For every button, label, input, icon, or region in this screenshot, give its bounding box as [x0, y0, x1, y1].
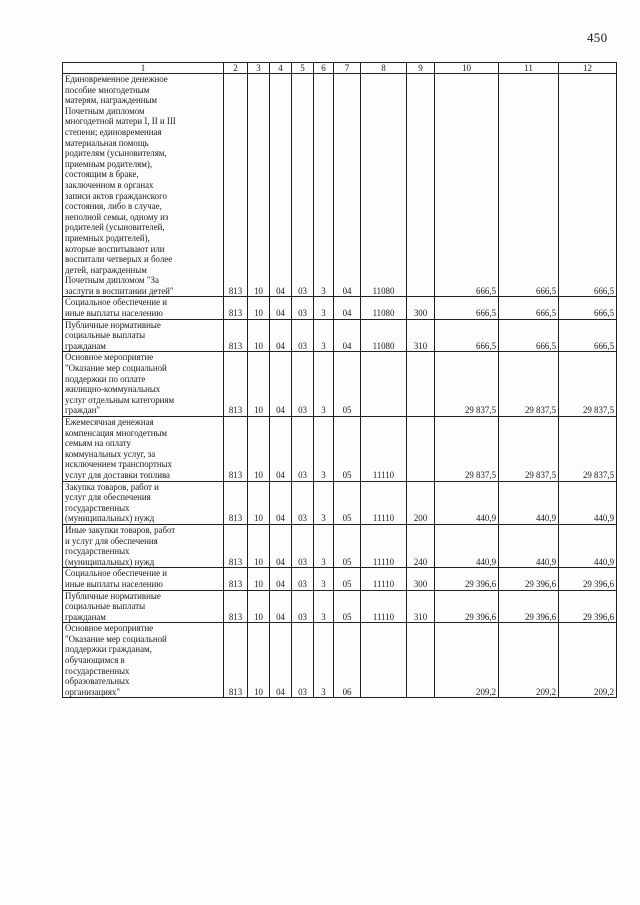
header-cell: 11: [499, 63, 559, 74]
code-cell: 813: [224, 568, 248, 590]
code-cell: 813: [224, 319, 248, 352]
code-cell: 813: [224, 352, 248, 417]
code-cell: 10: [248, 524, 270, 567]
row-name-cell: Основное мероприятие "Оказание мер социальной поддержки гражданам, обучающимся в государственных образовательных организациях": [63, 623, 224, 698]
table-row: [63, 623, 617, 698]
row-name-cell: Публичные нормативные социальные выплаты гражданам: [63, 319, 224, 352]
code-cell: 03: [292, 297, 314, 319]
amount-cell: 29 837,5: [559, 417, 617, 482]
code-cell: 04: [270, 297, 292, 319]
header-cell: 2: [224, 63, 248, 74]
code-cell: 3: [314, 319, 334, 352]
amount-cell: 29 396,6: [559, 590, 617, 623]
amount-cell: 209,2: [559, 623, 617, 698]
amount-cell: 666,5: [499, 74, 559, 297]
code-cell: [361, 623, 407, 698]
code-cell: 300: [407, 568, 435, 590]
code-cell: 10: [248, 417, 270, 482]
amount-cell: 209,2: [435, 623, 499, 698]
amount-cell: 29 396,6: [435, 590, 499, 623]
code-cell: 11110: [361, 590, 407, 623]
table-row: [63, 568, 617, 590]
code-cell: 310: [407, 319, 435, 352]
code-cell: 310: [407, 590, 435, 623]
row-name-cell: Основное мероприятие "Оказание мер социальной поддержки по оплате жилищно-коммунальных услуг отдельным категориям граждан": [63, 352, 224, 417]
amount-cell: 29 396,6: [499, 590, 559, 623]
code-cell: 04: [334, 74, 361, 297]
header-cell: 9: [407, 63, 435, 74]
row-name-cell: Ежемесячная денежная компенсация многодетным семьям на оплату коммунальных услуг, за исключением транспортных услуг для доставки топлива: [63, 417, 224, 482]
code-cell: 3: [314, 623, 334, 698]
amount-cell: 29 396,6: [559, 568, 617, 590]
code-cell: [407, 417, 435, 482]
amount-cell: 666,5: [435, 74, 499, 297]
amount-cell: 440,9: [499, 524, 559, 567]
code-cell: 04: [270, 74, 292, 297]
amount-cell: 29 396,6: [435, 568, 499, 590]
code-cell: 03: [292, 568, 314, 590]
table-body: [63, 74, 617, 698]
table-row: [63, 417, 617, 482]
header-cell: 5: [292, 63, 314, 74]
code-cell: 03: [292, 319, 314, 352]
header-cell: 3: [248, 63, 270, 74]
header-cell: 1: [63, 63, 224, 74]
code-cell: 05: [334, 524, 361, 567]
code-cell: 04: [270, 568, 292, 590]
code-cell: 10: [248, 352, 270, 417]
code-cell: 11110: [361, 568, 407, 590]
code-cell: 3: [314, 590, 334, 623]
code-cell: 10: [248, 481, 270, 524]
page-number: 450: [587, 30, 608, 45]
amount-cell: 666,5: [559, 74, 617, 297]
code-cell: 03: [292, 623, 314, 698]
code-cell: 04: [270, 590, 292, 623]
code-cell: [361, 352, 407, 417]
code-cell: 04: [270, 417, 292, 482]
code-cell: 03: [292, 481, 314, 524]
row-name-cell: Закупка товаров, работ и услуг для обеспечения государственных (муниципальных) нужд: [63, 481, 224, 524]
code-cell: 813: [224, 623, 248, 698]
table-row: [63, 352, 617, 417]
code-cell: 3: [314, 417, 334, 482]
header-cell: 4: [270, 63, 292, 74]
code-cell: [407, 352, 435, 417]
code-cell: 04: [270, 319, 292, 352]
amount-cell: 209,2: [499, 623, 559, 698]
amount-cell: 440,9: [559, 524, 617, 567]
row-name-cell: Иные закупки товаров, работ и услуг для обеспечения государственных (муниципальных) нужд: [63, 524, 224, 567]
code-cell: 05: [334, 352, 361, 417]
budget-table: [62, 62, 617, 698]
code-cell: 04: [270, 481, 292, 524]
table-row: [63, 319, 617, 352]
header-cell: 7: [334, 63, 361, 74]
row-name-cell: Социальное обеспечение и иные выплаты населению: [63, 297, 224, 319]
code-cell: 10: [248, 319, 270, 352]
amount-cell: 666,5: [435, 319, 499, 352]
header-cell: 6: [314, 63, 334, 74]
amount-cell: 666,5: [435, 297, 499, 319]
code-cell: 3: [314, 352, 334, 417]
amount-cell: 440,9: [435, 524, 499, 567]
code-cell: 240: [407, 524, 435, 567]
code-cell: 3: [314, 568, 334, 590]
code-cell: 05: [334, 417, 361, 482]
code-cell: 10: [248, 297, 270, 319]
amount-cell: 29 396,6: [499, 568, 559, 590]
amount-cell: 666,5: [559, 297, 617, 319]
code-cell: 03: [292, 590, 314, 623]
code-cell: 813: [224, 297, 248, 319]
table-row: [63, 524, 617, 567]
code-cell: 04: [270, 524, 292, 567]
code-cell: [407, 74, 435, 297]
table-row: [63, 74, 617, 297]
code-cell: 04: [334, 319, 361, 352]
amount-cell: 666,5: [499, 319, 559, 352]
table-row: [63, 297, 617, 319]
code-cell: 10: [248, 590, 270, 623]
code-cell: 04: [334, 297, 361, 319]
amount-cell: 666,5: [559, 319, 617, 352]
row-name-cell: Публичные нормативные социальные выплаты гражданам: [63, 590, 224, 623]
code-cell: 813: [224, 524, 248, 567]
code-cell: 3: [314, 297, 334, 319]
code-cell: 04: [270, 623, 292, 698]
code-cell: 11080: [361, 74, 407, 297]
code-cell: 11080: [361, 319, 407, 352]
amount-cell: 29 837,5: [435, 417, 499, 482]
code-cell: 200: [407, 481, 435, 524]
code-cell: [407, 623, 435, 698]
code-cell: 813: [224, 590, 248, 623]
code-cell: 11080: [361, 297, 407, 319]
header-cell: 12: [559, 63, 617, 74]
code-cell: 10: [248, 623, 270, 698]
code-cell: 03: [292, 524, 314, 567]
amount-cell: 29 837,5: [559, 352, 617, 417]
amount-cell: 440,9: [435, 481, 499, 524]
row-name-cell: Социальное обеспечение и иные выплаты населению: [63, 568, 224, 590]
code-cell: 05: [334, 568, 361, 590]
code-cell: 813: [224, 417, 248, 482]
header-cell: 8: [361, 63, 407, 74]
code-cell: 813: [224, 481, 248, 524]
amount-cell: 666,5: [499, 297, 559, 319]
code-cell: 05: [334, 590, 361, 623]
code-cell: 10: [248, 74, 270, 297]
row-name-cell: Единовременное денежное пособие многодетным матерям, награжденным Почетным дипломом многодетной матери I, II и III степени; единовременная материальная помощь родителям (усыновителям, приемным родителям), состоящим в браке, заключенном в органах записи актов гражданского состояния, либо в случае, неполной семьи, одному из родителей (усыновителей, приемных родителей), которые воспитывают или воспитали четверых и более детей, награжденным Почетным дипломом "За заслуги в воспитании детей": [63, 74, 224, 297]
table-row: [63, 481, 617, 524]
header-row: [63, 63, 617, 74]
code-cell: 11110: [361, 481, 407, 524]
amount-cell: 29 837,5: [499, 352, 559, 417]
code-cell: 03: [292, 352, 314, 417]
table-row: [63, 590, 617, 623]
code-cell: 10: [248, 568, 270, 590]
amount-cell: 29 837,5: [499, 417, 559, 482]
code-cell: 03: [292, 74, 314, 297]
code-cell: 03: [292, 417, 314, 482]
code-cell: 11110: [361, 524, 407, 567]
code-cell: 05: [334, 481, 361, 524]
amount-cell: 440,9: [559, 481, 617, 524]
code-cell: 06: [334, 623, 361, 698]
code-cell: 300: [407, 297, 435, 319]
code-cell: 04: [270, 352, 292, 417]
amount-cell: 29 837,5: [435, 352, 499, 417]
code-cell: 3: [314, 74, 334, 297]
code-cell: 813: [224, 74, 248, 297]
code-cell: 3: [314, 524, 334, 567]
code-cell: 11110: [361, 417, 407, 482]
code-cell: 3: [314, 481, 334, 524]
amount-cell: 440,9: [499, 481, 559, 524]
header-cell: 10: [435, 63, 499, 74]
